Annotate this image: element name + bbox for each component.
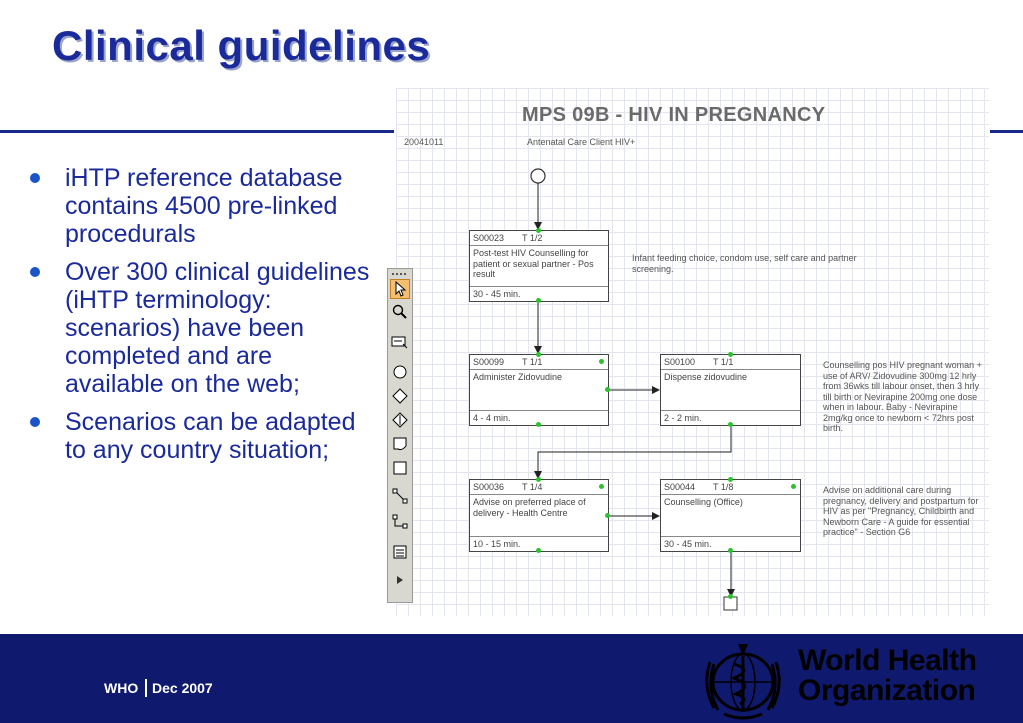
connection-point-icon xyxy=(728,594,733,599)
slide-title: Clinical guidelines xyxy=(52,22,431,69)
connection-point-icon xyxy=(536,298,541,303)
procedure-time: 30 - 45 min. xyxy=(664,539,712,549)
footer-org: WHO xyxy=(104,680,139,696)
procedure-note: Advise on additional care during pregnancy, delivery and postpartum for HIV as per "Pregnancy, Childbirth and Newborn Care - A guide for essential practice" - Section G6 xyxy=(823,485,979,537)
procedure-code: S00044 xyxy=(664,482,696,492)
connection-point-icon xyxy=(536,422,541,427)
document-shape-icon xyxy=(392,436,408,452)
connection-point-icon xyxy=(728,477,733,482)
procedure-code: S00100 xyxy=(664,357,696,367)
procedure-text: Advise on preferred place of delivery - Health Centre xyxy=(473,497,586,518)
flowchart-canvas xyxy=(396,88,989,616)
procedure-box[interactable] xyxy=(469,479,609,552)
connector xyxy=(538,426,731,478)
connection-point-icon xyxy=(536,477,541,482)
rectangle-tool-button[interactable] xyxy=(390,458,410,478)
circle-shape-icon xyxy=(392,364,408,380)
label-tag-icon xyxy=(391,335,409,349)
select-tool-button[interactable] xyxy=(390,279,410,299)
rectangle-shape-icon xyxy=(392,460,408,476)
elbow-connector-tool-button[interactable] xyxy=(390,512,410,532)
procedure-note: Counselling pos HIV pregnant woman + use of ARV/ Zidovudine 300mg 12 hrly from 36wks till labour onset, then 3 hrly till birth or Nevirapine 200mg one dose when in labour. Baby - Nevirapine 2mg/kg once to newborn < 72hrs post birth. xyxy=(823,360,982,433)
connector-tool-button[interactable] xyxy=(390,486,410,506)
bullet-item xyxy=(28,258,373,398)
who-logo-line2: Organization xyxy=(798,674,976,707)
connection-point-icon xyxy=(728,422,733,427)
procedure-time: 30 - 45 min. xyxy=(473,289,521,299)
connection-point-icon xyxy=(605,387,610,392)
text-tool-button[interactable] xyxy=(390,332,410,352)
connection-point-icon xyxy=(605,513,610,518)
diagram-date: 20041011 xyxy=(404,137,444,147)
decision-shape-icon xyxy=(392,412,408,428)
connection-point-icon xyxy=(599,484,604,489)
diagram-title: MPS 09B - HIV IN PREGNANCY xyxy=(522,104,826,126)
title-rule-right xyxy=(990,130,1023,133)
elbow-connector-icon xyxy=(392,514,408,530)
procedure-code: S00099 xyxy=(473,357,505,367)
procedure-time: 2 - 2 min. xyxy=(664,413,702,423)
toolbar-expand-button[interactable] xyxy=(390,570,410,590)
start-node-icon xyxy=(531,169,545,183)
procedure-tier: T 1/1 xyxy=(713,357,734,367)
procedure-text: Post-test HIV Counselling for patient or sexual partner - Pos result xyxy=(473,248,594,279)
bullet-item xyxy=(28,164,373,248)
procedure-time: 4 - 4 min. xyxy=(473,413,511,423)
procedure-time: 10 - 15 min. xyxy=(473,539,521,549)
toolbar-grip-icon xyxy=(388,271,412,277)
bullet-text: Scenarios can be adapted to any country situation; xyxy=(65,408,356,464)
bullet-list xyxy=(28,164,373,474)
diamond-shape-icon xyxy=(392,388,408,404)
circle-tool-button[interactable] xyxy=(390,362,410,382)
procedure-box[interactable] xyxy=(660,354,801,426)
properties-sheet-icon xyxy=(392,544,408,560)
procedure-code: S00036 xyxy=(473,482,505,492)
diamond-tool-button[interactable] xyxy=(390,386,410,406)
procedure-text: Administer Zidovudine xyxy=(473,372,563,382)
procedure-note: Infant feeding choice, condom use, self care and partner screening. xyxy=(632,253,857,274)
procedure-tier: T 1/8 xyxy=(713,482,734,492)
bullet-text: Over 300 clinical guidelines (iHTP terminology: scenarios) have been completed and are available on the web; xyxy=(65,258,370,398)
bullet-dot-icon xyxy=(30,417,40,427)
diagonal-connector-icon xyxy=(392,488,408,504)
expand-triangle-icon xyxy=(394,574,406,586)
connection-point-icon xyxy=(791,484,796,489)
connection-point-icon xyxy=(728,352,733,357)
procedure-tier: T 1/2 xyxy=(522,233,543,243)
bullet-dot-icon xyxy=(30,267,40,277)
procedure-tier: T 1/4 xyxy=(522,482,543,492)
connection-point-icon xyxy=(536,548,541,553)
zoom-tool-button[interactable] xyxy=(390,302,410,322)
connection-point-icon xyxy=(536,352,541,357)
procedure-text: Counselling (Office) xyxy=(664,497,743,507)
who-emblem-icon xyxy=(694,636,792,720)
document-tool-button[interactable] xyxy=(390,434,410,454)
pointer-arrow-icon xyxy=(393,281,407,297)
footer-date: Dec 2007 xyxy=(152,680,213,696)
drawing-toolbar xyxy=(387,268,413,603)
bullet-text: iHTP reference database contains 4500 pre-linked procedurals xyxy=(65,164,343,248)
procedure-code: S00023 xyxy=(473,233,505,243)
procedure-box[interactable] xyxy=(660,479,801,552)
properties-tool-button[interactable] xyxy=(390,542,410,562)
connection-point-icon xyxy=(599,359,604,364)
footer-separator xyxy=(145,679,147,697)
connection-point-icon xyxy=(728,548,733,553)
who-logo-wordmark xyxy=(798,646,976,706)
decision-tool-button[interactable] xyxy=(390,410,410,430)
connection-point-icon xyxy=(536,228,541,233)
procedure-tier: T 1/1 xyxy=(522,357,543,367)
procedure-box[interactable] xyxy=(469,354,609,426)
bullet-item xyxy=(28,408,373,464)
procedure-box[interactable] xyxy=(469,230,609,302)
procedure-text: Dispense zidovudine xyxy=(664,372,748,382)
who-logo-line1: World Health xyxy=(798,644,977,677)
title-rule-left xyxy=(0,130,394,133)
diagram-subtitle: Antenatal Care Client HIV+ xyxy=(527,137,636,147)
magnifier-icon xyxy=(392,304,408,320)
bullet-dot-icon xyxy=(30,173,40,183)
